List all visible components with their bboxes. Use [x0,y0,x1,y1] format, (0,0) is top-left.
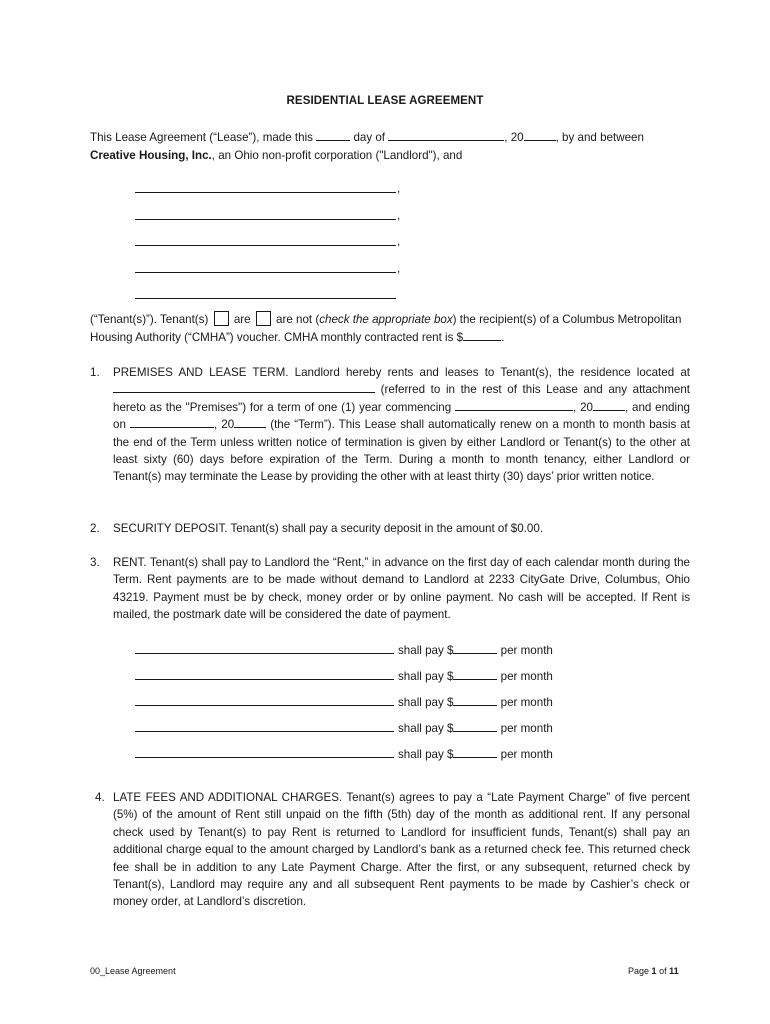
document-page: RESIDENTIAL LEASE AGREEMENT This Lease Agreement (“Lease”), made this day of , 20 , by and between Creative Housing, Inc., an Ohio non-profit corporation ("Landlord"), and , , , , (“Tenant(s)”). Tenant(s) are are not (check the appropriate box) the recipient(s) of a Columbus Metropolitan Housing Authority (“CMHA”) voucher. CMHA monthly contracted rent is $ . 1. PREMISES AND LEASE TERM. Landlord hereby rents and leases to Tenant(s), the residence located at (referred to in the rest of this Lease and any attachment hereto as the "Premises") for a term of one (1) year commencing , 20 , and ending on , 20 (the “Term”). This Lease shall automatically renew on a month to month basis at the end of the Term unless written notice of termination is given by either Landlord or Tenant(s) to the other at least sixty (60) days before expiration of the Term. During a month to month tenancy, either Landlord or Tenant(s) may terminate the Lease by providing the other with at least thirty (30) days’ prior written notice. 2. SECURITY DEPOSIT. Tenant(s) shall pay a security deposit in the amount of $0.00. 3. RENT. Tenant(s) shall pay to Landlord the “Rent,” in advance on the first day of each calendar month during the Term. Rent payments are to be made without demand to Landlord at 2233 CityGate Drive, Columbus, Ohio 43219. Payment must be by check, money order or by online payment. No cash will be accepted. If Rent is mailed, the postmark date will be considered the date of payment. shall pay $ per month shall pay $ per month shall pay $ per month shall pay $ per month shall pay $ per month 4. LATE FEES AND ADDITIONAL CHARGES. Tenant(s) agrees to pay a “Late Payment Charge” of five percent (5%) of the amount of Rent still unpaid on the fifth (5th) day of the month as additional rent. If any personal check used by Tenant(s) to pay Rent is returned to Landlord for insufficient funds, Tenant(s) shall pay an additional charge equal to the amount charged by Landlord’s bank as a returned check fee. This returned check fee shall be in addition to any Late Payment Charge. After the first, or any subsequent, returned check by Tenant(s), Landlord may require any and all subsequent Rent payments to be made by Cashier’s check or money order, at Landlord’s discretion. 00_Lease Agreement Page 1 of 11 [0,0,770,1024]
section-security-deposit: 2. SECURITY DEPOSIT. Tenant(s) shall pay a security deposit in the amount of $0.00. [90,522,544,535]
section-premises: 1. PREMISES AND LEASE TERM. Landlord hereby rents and leases to Tenant(s), the residence located at (referred to in the rest of this Lease and any attachment hereto as the "Premises") for a term of one (1) year commencing , 20 , and ending on , 20 (the “Term”). This Lease shall automatically renew on a month to month basis at the end of the Term unless written notice of termination is given by either Landlord or Tenant(s) to the other at least sixty (60) days before expiration of the Term. During a month to month tenancy, either Landlord or Tenant(s) may terminate the Lease by providing the other with at least thirty (30) days’ prior written notice. [90,366,690,484]
tenants-paragraph: (“Tenant(s)”). Tenant(s) are are not (check the appropriate box) the recipient(s) of a Columbus Metropolitan Housing Authority (“CMHA”) voucher. CMHA monthly contracted rent is $ . [90,313,682,344]
year-blank [524,129,556,141]
intro-paragraph: This Lease Agreement (“Lease”), made this day of , 20 , by and between Creative Housing, Inc., an Ohio non-profit corporation ("Landlord"), and [90,131,644,162]
commence-date-blank [455,399,573,411]
are-checkbox[interactable] [214,311,229,326]
day-blank [316,129,350,141]
address-blank [113,381,375,393]
document-title: RESIDENTIAL LEASE AGREEMENT [286,95,484,107]
footer-document-name: 00_Lease Agreement [90,966,176,976]
month-blank [388,129,504,141]
end-date-blank [130,416,214,428]
section-late-fees: 4. LATE FEES AND ADDITIONAL CHARGES. Tenant(s) agrees to pay a “Late Payment Charge” of five percent (5%) of the amount of Rent still unpaid on the fifth (5th) day of the month as additional rent. If any personal check used by Tenant(s) to pay Rent is returned to Landlord for insufficient funds, Tenant(s) shall pay an additional charge equal to the amount charged by Landlord’s bank as a returned check fee. This returned check fee shall be in addition to any Late Payment Charge. After the first, or any subsequent, returned check by Tenant(s), Landlord may require any and all subsequent Rent payments to be made by Cashier’s check or money order, at Landlord’s discretion. [95,791,690,909]
section-rent: 3. RENT. Tenant(s) shall pay to Landlord the “Rent,” in advance on the first day of each calendar month during the Term. Rent payments are to be made without demand to Landlord at 2233 CityGate Drive, Columbus, Ohio 43219. Payment must be by check, money order or by online payment. No cash will be accepted. If Rent is mailed, the postmark date will be considered the date of payment. [90,556,690,622]
landlord-name: Creative Housing, Inc. [90,148,212,162]
cmha-rent-blank [463,329,501,341]
are-not-checkbox[interactable] [256,311,271,326]
footer-page-number: Page 1 of 11 [628,966,679,976]
